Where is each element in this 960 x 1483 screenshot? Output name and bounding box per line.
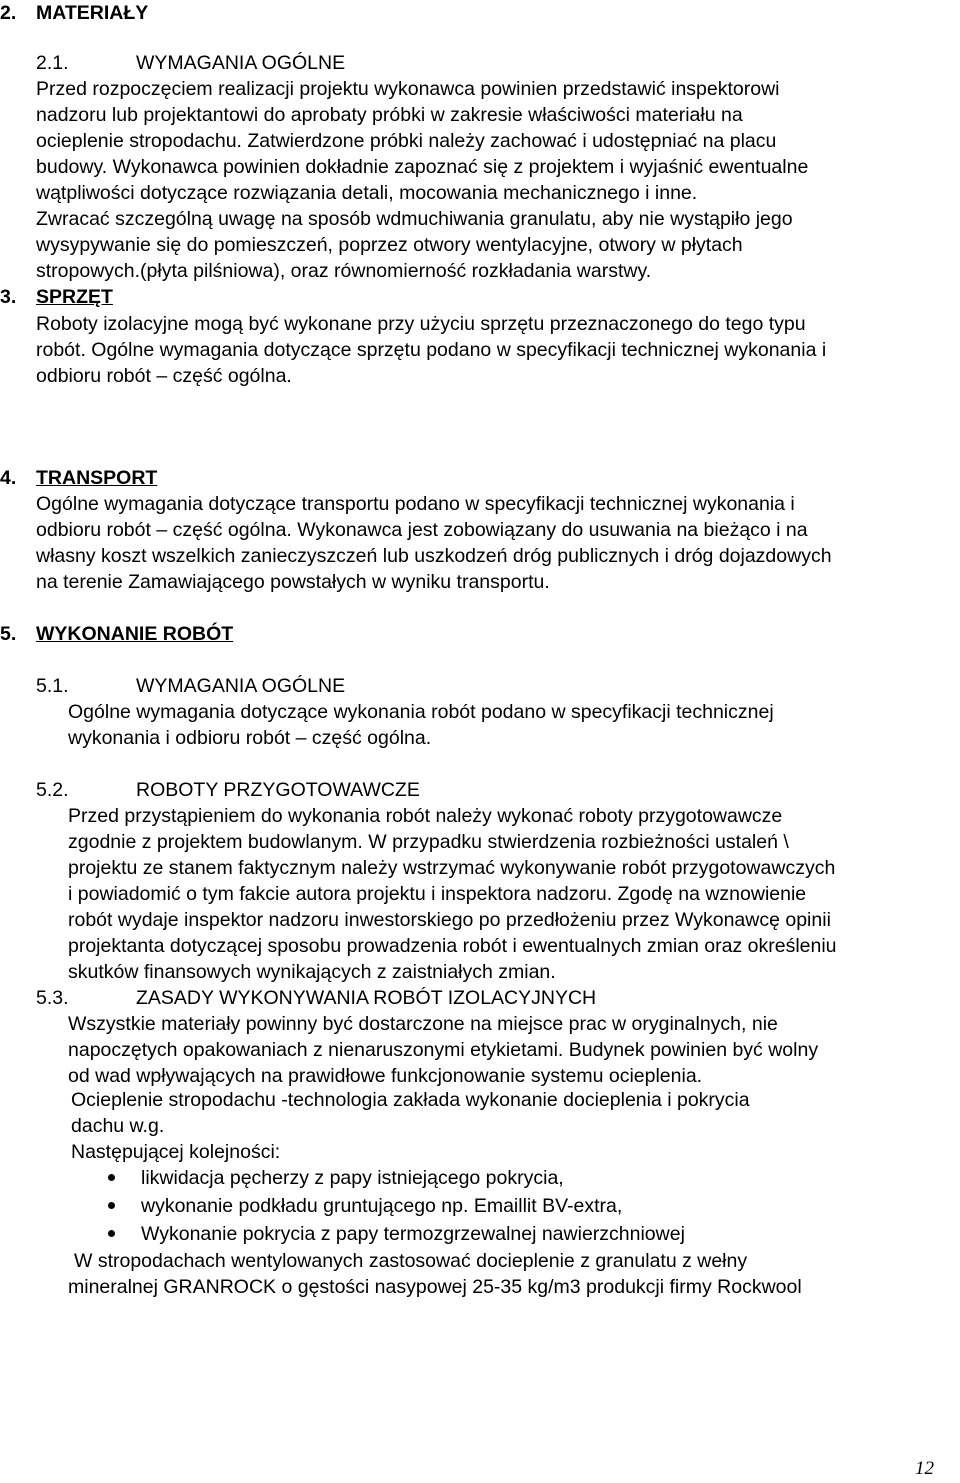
section-title: WYKONANIE ROBÓT [36,623,234,645]
section-5-heading [0,621,234,647]
paragraph-line: Ogólne wymagania dotyczące wykonania robót podano w specyfikacji technicznej [68,701,774,723]
paragraph-line: zgodnie z projektem budowlanym. W przypadku stwierdzenia rozbieżności ustaleń \ [68,831,789,853]
section-2-heading [0,0,149,26]
paragraph-line: dachu w.g. [71,1115,165,1137]
paragraph-line: odbioru robót – część ogólna. Wykonawca jest zobowiązany do usuwania na bieżąco i na [36,519,808,541]
subsection-number: 2.1. [36,52,69,74]
section-4-heading [0,465,158,491]
bullet-icon [108,1202,115,1209]
paragraph-line: odbioru robót – część ogólna. [36,365,292,387]
paragraph-line: projektu ze stanem faktycznym należy wstrzymać wykonywanie robót przygotowawczych [68,857,836,879]
subsection-title: ZASADY WYKONYWANIA ROBÓT IZOLACYJNYCH [136,987,597,1009]
section-title: TRANSPORT [36,467,158,489]
paragraph-line: Roboty izolacyjne mogą być wykonane przy użyciu sprzętu przeznaczonego do tego typu [36,313,806,335]
paragraph-line: Przed przystąpieniem do wykonania robót należy wykonać roboty przygotowawcze [68,805,783,827]
page-number: 12 [915,1458,934,1479]
paragraph-line: mineralnej GRANROCK o gęstości nasypowej 25-35 kg/m3 produkcji firmy Rockwool [68,1276,802,1298]
paragraph-line: wątpliwości dotyczące rozwiązania detali, mocowania mechanicznego i inne. [36,182,698,204]
section-title: SPRZĘT [36,286,113,308]
list-item-text: likwidacja pęcherzy z papy istniejącego pokrycia, [141,1167,564,1189]
subsection-number: 5.2. [36,779,69,801]
order-intro: Następującej kolejności: [71,1141,281,1163]
paragraph-line: Zwracać szczególną uwagę na sposób wdmuchiwania granulatu, aby nie wystąpiło jego [36,208,793,230]
subsection-5-1-heading [36,673,346,699]
paragraph-line: ocieplenie stropodachu. Zatwierdzone próbki należy zachować i udostępniać na placu [36,130,777,152]
subsection-title: ROBOTY PRZYGOTOWAWCZE [136,779,420,801]
bullet-icon [108,1230,115,1237]
paragraph-line: własny koszt wszelkich zanieczyszczeń lub uszkodzeń dróg publicznych i dróg dojazdowych [36,545,832,567]
paragraph-line: W stropodachach wentylowanych zastosować docieplenie z granulatu z wełny [74,1250,748,1272]
paragraph-line: projektanta dotyczącej sposobu prowadzenia robót i ewentualnych zmian oraz określeniu [68,935,837,957]
subsection-number: 5.3. [36,987,69,1009]
paragraph-line: robót wydaje inspektor nadzoru inwestorskiego po przedłożeniu przez Wykonawcę opinii [68,909,831,931]
section-number: 4. [0,467,17,489]
paragraph-line: na terenie Zamawiającego powstałych w wyniku transportu. [36,571,550,593]
subsection-5-2-heading [36,777,420,803]
subsection-title: WYMAGANIA OGÓLNE [136,675,346,697]
paragraph-line: wysypywanie się do pomieszczeń, poprzez otwory wentylacyjne, otwory w płytach [36,234,743,256]
subsection-2-1-heading [36,50,346,76]
section-3-heading [0,284,113,310]
paragraph-line: Przed rozpoczęciem realizacji projektu wykonawca powinien przedstawić inspektorowi [36,78,780,100]
paragraph-line: wykonania i odbioru robót – część ogólna. [68,727,432,749]
paragraph-line: stropowych.(płyta pilśniowa), oraz równomierność rozkładania warstwy. [36,260,652,282]
paragraph-line: i powiadomić o tym fakcie autora projektu i inspektora nadzoru. Zgodę na wznowienie [68,883,807,905]
subsection-5-3-heading [36,985,597,1011]
paragraph-line: Ogólne wymagania dotyczące transportu podano w specyfikacji technicznej wykonania i [36,493,795,515]
paragraph-line: nadzoru lub projektantowi do aprobaty próbki w zakresie właściwości materiału na [36,104,743,126]
section-title: MATERIAŁY [36,2,149,24]
paragraph-line: skutków finansowych wynikających z zaistniałych zmian. [68,961,556,983]
bullet-icon [108,1174,115,1181]
paragraph-line: Ocieplenie stropodachu -technologia zakłada wykonanie docieplenia i pokrycia [71,1089,750,1111]
subsection-number: 5.1. [36,675,69,697]
list-item-text: Wykonanie pokrycia z papy termozgrzewalnej nawierzchniowej [141,1223,685,1245]
paragraph-line: od wad wpływających na prawidłowe funkcjonowanie systemu ocieplenia. [68,1065,703,1087]
section-number: 2. [0,2,17,24]
section-number: 5. [0,623,17,645]
paragraph-line: napoczętych opakowaniach z nienaruszonymi etykietami. Budynek powinien być wolny [68,1039,819,1061]
paragraph-line: budowy. Wykonawca powinien dokładnie zapoznać się z projektem i wyjaśnić ewentualne [36,156,809,178]
subsection-title: WYMAGANIA OGÓLNE [136,52,346,74]
section-number: 3. [0,286,17,308]
list-item-text: wykonanie podkładu gruntującego np. Emaillit BV-extra, [141,1195,623,1217]
paragraph-line: Wszystkie materiały powinny być dostarczone na miejsce prac w oryginalnych, nie [68,1013,778,1035]
paragraph-line: robót. Ogólne wymagania dotyczące sprzętu podano w specyfikacji technicznej wykonania i [36,339,827,361]
